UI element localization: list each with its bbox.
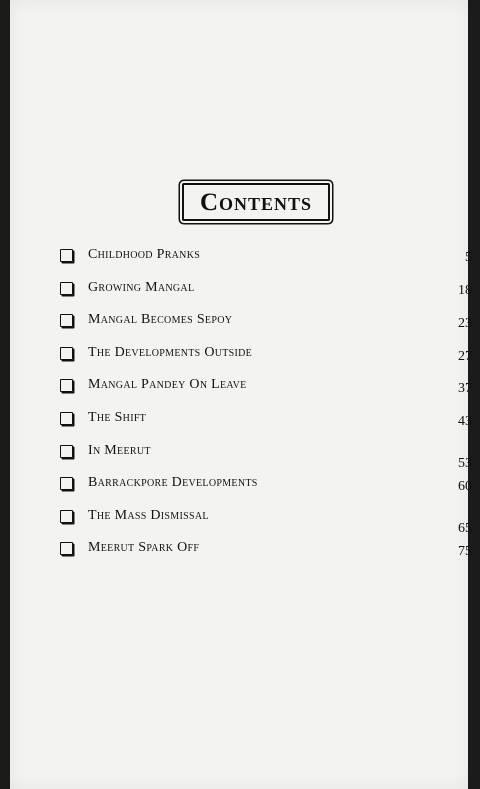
square-bullet-icon [60, 379, 73, 392]
square-bullet-icon [60, 282, 73, 295]
toc-entry [60, 535, 472, 568]
book-page [10, 0, 472, 789]
toc-entry-page: 27 [458, 348, 472, 364]
toc-entry-page: 60 [458, 479, 472, 495]
square-bullet-icon [60, 445, 73, 458]
square-bullet-icon [60, 477, 73, 490]
square-bullet-icon [60, 347, 73, 360]
toc-entry-page: 37 [458, 381, 472, 397]
toc-entry-page: 75 [458, 544, 472, 560]
toc-entry [60, 242, 472, 275]
square-bullet-icon [60, 510, 73, 523]
contents-heading-box [182, 183, 330, 221]
toc-entry-title: Barrackpore Developments [88, 475, 258, 491]
toc-entry-page: 18 [458, 282, 472, 298]
toc-entry-page: 43 [458, 413, 472, 429]
toc-entry-page: 23 [458, 316, 472, 332]
toc-entry [60, 438, 472, 471]
toc-entry [60, 275, 472, 308]
table-of-contents [60, 242, 472, 568]
square-bullet-icon [60, 314, 73, 327]
toc-entry [60, 503, 472, 536]
toc-entry-title: Mangal Becomes Sepoy [88, 312, 233, 328]
toc-entry-page: 53 [458, 455, 472, 471]
toc-entry-page: 65 [458, 520, 472, 536]
toc-entry-page: 5 [465, 250, 472, 265]
page-title: Contents [199, 188, 313, 216]
toc-entry [60, 340, 472, 373]
toc-entry [60, 405, 472, 438]
toc-entry-title: Meerut Spark Off [88, 540, 200, 556]
toc-entry [60, 307, 472, 340]
square-bullet-icon [60, 249, 73, 262]
toc-entry-title: In Meerut [88, 442, 151, 458]
square-bullet-icon [60, 542, 73, 555]
toc-entry-title: The Developments Outside [88, 344, 253, 360]
toc-entry-title: The Shift [88, 409, 147, 425]
toc-entry [60, 372, 472, 405]
toc-entry-title: The Mass Dismissal [88, 507, 209, 523]
toc-entry-title: Growing Mangal [88, 279, 195, 295]
square-bullet-icon [60, 412, 73, 425]
toc-entry-title: Childhood Pranks [88, 247, 201, 262]
toc-entry [60, 470, 472, 503]
toc-entry-title: Mangal Pandey On Leave [88, 377, 247, 393]
